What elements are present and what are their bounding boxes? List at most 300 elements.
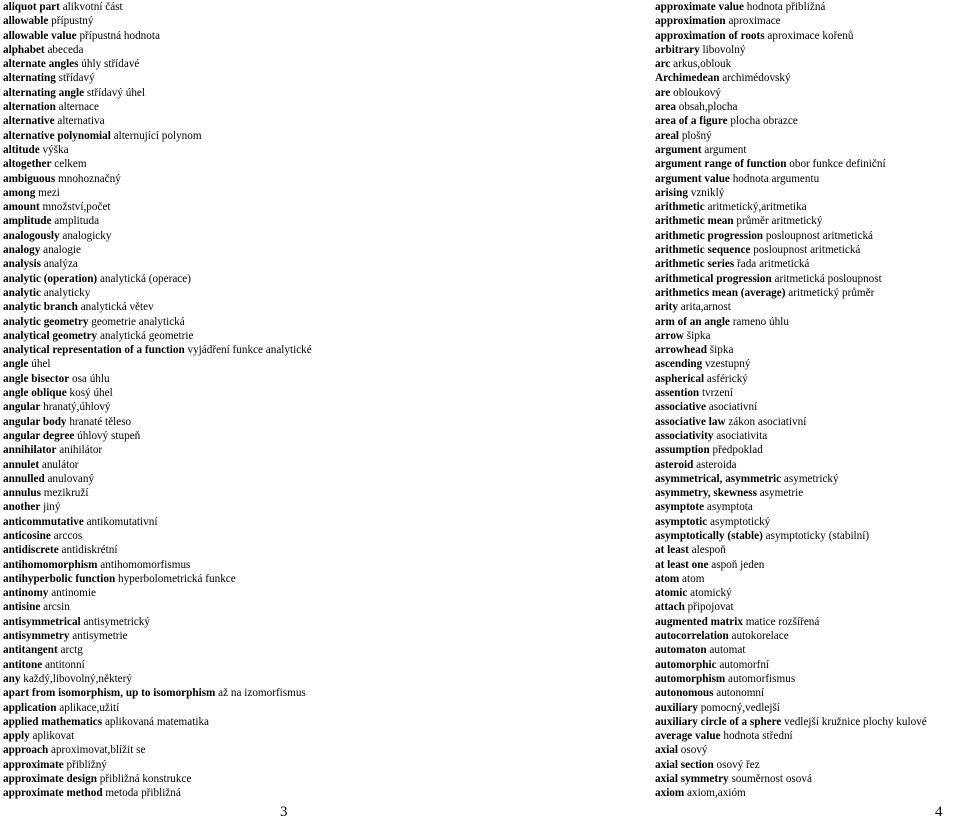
glossary-term: altitude xyxy=(3,143,40,156)
glossary-entry xyxy=(3,500,473,514)
glossary-entry xyxy=(3,515,473,529)
glossary-entry xyxy=(655,157,960,171)
glossary-term: allowable value xyxy=(3,29,77,42)
glossary-term: at least one xyxy=(655,558,709,571)
glossary-translation: arita,arnost xyxy=(680,301,731,314)
glossary-entry xyxy=(3,600,473,614)
glossary-translation: hodnota střední xyxy=(723,730,793,743)
glossary-translation: aproximovat,blížit se xyxy=(50,744,146,757)
glossary-translation: antikomutativní xyxy=(86,515,158,528)
glossary-entry xyxy=(655,558,960,572)
glossary-term: amplitude xyxy=(3,215,52,228)
glossary-translation: celkem xyxy=(54,158,87,171)
glossary-entry xyxy=(3,114,473,128)
glossary-translation: jiný xyxy=(43,501,61,514)
glossary-entry xyxy=(655,458,960,472)
glossary-term: angular degree xyxy=(3,429,75,442)
glossary-translation: aplikace,užití xyxy=(59,701,120,714)
glossary-term: asymmetrical, asymmetric xyxy=(655,472,782,485)
glossary-term: asymmetry, skewness xyxy=(655,487,757,500)
glossary-entry xyxy=(3,14,473,28)
glossary-entry xyxy=(655,186,960,200)
glossary-term: axial xyxy=(655,744,678,757)
glossary-translation: automorfní xyxy=(719,658,770,671)
glossary-translation: abeceda xyxy=(47,43,84,56)
glossary-term: arbitrary xyxy=(655,43,700,56)
glossary-translation: analogie xyxy=(43,244,82,257)
glossary-entry xyxy=(3,672,473,686)
glossary-entry xyxy=(3,343,473,357)
glossary-translation: antihomomorfismus xyxy=(100,558,191,571)
glossary-entry xyxy=(655,286,960,300)
glossary-term: annulled xyxy=(3,472,45,485)
glossary-term: arithmetics mean (average) xyxy=(655,286,786,299)
glossary-entry xyxy=(655,658,960,672)
glossary-translation: asymptota xyxy=(706,501,753,514)
glossary-entry xyxy=(3,372,473,386)
glossary-entry xyxy=(3,629,473,643)
glossary-translation: geometrie analytická xyxy=(91,315,185,328)
glossary-translation: každý,libovolný,některý xyxy=(23,672,132,685)
glossary-entry xyxy=(655,172,960,186)
glossary-term: alternative polynomial xyxy=(3,129,111,142)
glossary-entry xyxy=(3,286,473,300)
glossary-translation: osový řez xyxy=(716,758,760,771)
glossary-entry xyxy=(3,686,473,700)
glossary-translation: až na izomorfismus xyxy=(218,687,306,700)
glossary-term: analysis xyxy=(3,258,41,271)
glossary-entry xyxy=(655,643,960,657)
glossary-translation: alespoň xyxy=(691,544,726,557)
glossary-translation: antidiskrétní xyxy=(61,544,118,557)
glossary-translation: vzestupný xyxy=(705,358,751,371)
glossary-term: arithmetical progression xyxy=(655,272,772,285)
glossary-term: antinomy xyxy=(3,587,49,600)
glossary-term: analytical geometry xyxy=(3,329,98,342)
glossary-entry xyxy=(3,386,473,400)
glossary-translation: asférický xyxy=(706,372,748,385)
glossary-translation: šipka xyxy=(709,344,734,357)
glossary-entry xyxy=(3,172,473,186)
glossary-entry xyxy=(655,43,960,57)
glossary-term: altogether xyxy=(3,158,52,171)
glossary-translation: alikvotní část xyxy=(62,1,123,13)
glossary-translation: vedlejší kružnice plochy kulové xyxy=(784,715,927,728)
glossary-term: another xyxy=(3,501,41,514)
glossary-entry xyxy=(3,86,473,100)
glossary-entry xyxy=(655,214,960,228)
glossary-term: argument range of function xyxy=(655,158,787,171)
glossary-term: aspherical xyxy=(655,372,705,385)
page-number-right: 4 xyxy=(935,804,943,820)
glossary-term: arc xyxy=(655,58,671,71)
glossary-translation: osa úhlu xyxy=(71,372,110,385)
glossary-translation: obor funkce definiční xyxy=(789,158,886,171)
glossary-translation: asteroida xyxy=(696,458,737,471)
glossary-entry xyxy=(3,243,473,257)
glossary-entry xyxy=(655,386,960,400)
glossary-translation: antisymetrický xyxy=(83,615,150,628)
glossary-entry xyxy=(3,143,473,157)
glossary-term: approximation xyxy=(655,15,726,28)
glossary-entry xyxy=(655,100,960,114)
glossary-translation: analytická větev xyxy=(80,301,154,314)
glossary-translation: přípustný xyxy=(51,15,94,28)
glossary-translation: aplikovaná matematika xyxy=(104,715,210,728)
glossary-term: antitangent xyxy=(3,644,58,657)
glossary-term: allowable xyxy=(3,15,49,28)
glossary-translation: tvrzení xyxy=(701,387,733,400)
glossary-translation: hodnota přibližná xyxy=(746,1,826,13)
glossary-term: Archimedean xyxy=(655,72,720,85)
left-glossary-column xyxy=(3,0,473,801)
glossary-term: analytic branch xyxy=(3,301,78,314)
glossary-translation: antinomie xyxy=(51,587,96,600)
glossary-entry xyxy=(655,300,960,314)
glossary-entry xyxy=(655,400,960,414)
glossary-translation: přibližná konstrukce xyxy=(99,773,192,786)
glossary-translation: mnohoznačný xyxy=(58,172,121,185)
glossary-entry xyxy=(655,272,960,286)
glossary-term: arithmetic progression xyxy=(655,229,764,242)
glossary-translation: analyticky xyxy=(43,286,91,299)
glossary-entry xyxy=(3,458,473,472)
glossary-term: axiom xyxy=(655,787,685,800)
glossary-translation: asymptotický xyxy=(710,515,771,528)
glossary-term: alternate angles xyxy=(3,58,79,71)
glossary-translation: anihilátor xyxy=(59,444,103,457)
glossary-entry xyxy=(3,57,473,71)
glossary-translation: axiom,axióm xyxy=(687,787,746,800)
glossary-term: arrow xyxy=(655,329,684,342)
glossary-translation: aproximace xyxy=(728,15,781,28)
glossary-translation: množství,počet xyxy=(42,201,111,214)
glossary-term: analytical representation of a function xyxy=(3,344,185,357)
glossary-translation: mezikruží xyxy=(43,487,89,500)
glossary-translation: hranaté těleso xyxy=(69,415,132,428)
glossary-translation: kosý úhel xyxy=(69,387,113,400)
glossary-term: among xyxy=(3,186,36,199)
glossary-entry xyxy=(655,786,960,800)
glossary-entry xyxy=(655,772,960,786)
glossary-translation: šipka xyxy=(686,329,711,342)
glossary-entry xyxy=(655,515,960,529)
glossary-translation: hodnota argumentu xyxy=(732,172,820,185)
glossary-term: ascending xyxy=(655,358,703,371)
glossary-translation: atomický xyxy=(690,587,732,600)
glossary-term: applied mathematics xyxy=(3,715,103,728)
glossary-entry xyxy=(655,672,960,686)
glossary-translation: anulátor xyxy=(41,458,79,471)
glossary-term: application xyxy=(3,701,57,714)
glossary-term: analytic geometry xyxy=(3,315,89,328)
glossary-translation: úhel xyxy=(31,358,51,371)
glossary-term: approach xyxy=(3,744,49,757)
glossary-entry xyxy=(3,529,473,543)
glossary-translation: hyperbolometrická funkce xyxy=(118,572,236,585)
glossary-entry xyxy=(655,500,960,514)
glossary-entry xyxy=(3,71,473,85)
glossary-translation: aplikovat xyxy=(32,730,75,743)
glossary-entry xyxy=(3,100,473,114)
glossary-entry xyxy=(655,629,960,643)
glossary-entry xyxy=(3,415,473,429)
glossary-term: analogously xyxy=(3,229,60,242)
glossary-entry xyxy=(3,715,473,729)
glossary-translation: arccos xyxy=(53,529,83,542)
glossary-term: argument xyxy=(655,143,702,156)
glossary-entry xyxy=(3,0,473,14)
glossary-term: annulet xyxy=(3,458,40,471)
glossary-translation: úhly střídavé xyxy=(81,58,140,71)
glossary-translation: obsah,plocha xyxy=(678,101,738,114)
glossary-term: arm of an angle xyxy=(655,315,730,328)
glossary-term: argument value xyxy=(655,172,730,185)
glossary-entry xyxy=(655,343,960,357)
glossary-translation: autokorelace xyxy=(731,630,789,643)
glossary-entry xyxy=(3,429,473,443)
glossary-translation: aritmetický,aritmetika xyxy=(707,201,807,214)
glossary-translation: střídavý xyxy=(58,72,95,85)
glossary-entry xyxy=(655,715,960,729)
glossary-term: attach xyxy=(655,601,685,614)
glossary-term: associativity xyxy=(655,429,714,442)
glossary-entry xyxy=(3,186,473,200)
glossary-term: average value xyxy=(655,730,721,743)
glossary-term: apply xyxy=(3,730,30,743)
glossary-term: arithmetic mean xyxy=(655,215,734,228)
glossary-translation: aproximace kořenů xyxy=(767,29,854,42)
page-number-left: 3 xyxy=(280,804,288,820)
glossary-translation: předpoklad xyxy=(712,444,763,457)
glossary-translation: metoda přibližná xyxy=(105,787,181,800)
glossary-term: arising xyxy=(655,186,688,199)
glossary-entry xyxy=(3,443,473,457)
glossary-entry xyxy=(655,701,960,715)
glossary-translation: obloukový xyxy=(673,86,721,99)
glossary-entry xyxy=(655,14,960,28)
glossary-entry xyxy=(3,643,473,657)
glossary-entry xyxy=(3,558,473,572)
glossary-translation: přibližný xyxy=(66,758,107,771)
glossary-entry xyxy=(3,315,473,329)
glossary-entry xyxy=(3,786,473,800)
glossary-translation: asymptoticky (stabilní) xyxy=(765,529,870,542)
glossary-entry xyxy=(655,257,960,271)
glossary-translation: aritmetická posloupnost xyxy=(774,272,882,285)
glossary-term: auxiliary circle of a sphere xyxy=(655,715,782,728)
glossary-term: annulus xyxy=(3,487,41,500)
glossary-term: automaton xyxy=(655,644,707,657)
glossary-entry xyxy=(655,415,960,429)
glossary-term: approximate method xyxy=(3,787,103,800)
glossary-term: assention xyxy=(655,387,700,400)
glossary-term: alphabet xyxy=(3,43,45,56)
glossary-term: arithmetic sequence xyxy=(655,244,751,257)
glossary-entry xyxy=(3,400,473,414)
glossary-term: axial symmetry xyxy=(655,773,729,786)
glossary-translation: analytická geometrie xyxy=(99,329,194,342)
right-glossary-column xyxy=(655,0,960,801)
glossary-entry xyxy=(3,586,473,600)
glossary-translation: arkus,oblouk xyxy=(673,58,732,71)
glossary-entry xyxy=(655,686,960,700)
glossary-term: angular body xyxy=(3,415,67,428)
glossary-translation: přípustná hodnota xyxy=(79,29,160,42)
glossary-term: apart from isomorphism, up to isomorphism xyxy=(3,687,216,700)
glossary-term: at least xyxy=(655,544,689,557)
glossary-entry xyxy=(3,758,473,772)
glossary-translation: posloupnost aritmetická xyxy=(765,229,874,242)
glossary-entry xyxy=(3,701,473,715)
glossary-translation: posloupnost aritmetická xyxy=(753,244,861,257)
glossary-term: alternating xyxy=(3,72,56,85)
glossary-term: angular xyxy=(3,401,41,414)
glossary-term: angle oblique xyxy=(3,387,67,400)
glossary-entry xyxy=(655,572,960,586)
glossary-entry xyxy=(655,372,960,386)
glossary-term: amount xyxy=(3,201,40,214)
glossary-term: associative law xyxy=(655,415,726,428)
glossary-entry xyxy=(655,57,960,71)
glossary-term: automorphic xyxy=(655,658,717,671)
glossary-term: arithmetic series xyxy=(655,258,735,271)
glossary-translation: souměrnost osová xyxy=(731,773,812,786)
glossary-term: autonomous xyxy=(655,687,714,700)
glossary-entry xyxy=(3,543,473,557)
glossary-entry xyxy=(655,229,960,243)
glossary-entry xyxy=(3,658,473,672)
glossary-entry xyxy=(3,129,473,143)
glossary-translation: arcsin xyxy=(43,601,70,614)
glossary-term: atom xyxy=(655,572,680,585)
glossary-term: area xyxy=(655,101,676,114)
glossary-entry xyxy=(3,486,473,500)
glossary-entry xyxy=(3,772,473,786)
glossary-term: area of a figure xyxy=(655,115,728,128)
glossary-term: antidiscrete xyxy=(3,544,59,557)
glossary-translation: analýza xyxy=(43,258,78,271)
glossary-term: annihilator xyxy=(3,444,57,457)
glossary-term: axial section xyxy=(655,758,714,771)
glossary-entry xyxy=(3,472,473,486)
glossary-translation: alternativa xyxy=(57,115,105,128)
glossary-entry xyxy=(3,729,473,743)
glossary-translation: střídavý úhel xyxy=(86,86,146,99)
glossary-translation: vzniklý xyxy=(690,186,725,199)
glossary-entry xyxy=(655,200,960,214)
glossary-entry xyxy=(3,257,473,271)
glossary-translation: mezi xyxy=(38,186,60,199)
glossary-translation: analogicky xyxy=(62,229,112,242)
glossary-term: auxiliary xyxy=(655,701,698,714)
glossary-term: antisymmetrical xyxy=(3,615,81,628)
glossary-translation: matice rozšířená xyxy=(745,615,820,628)
glossary-entry xyxy=(3,615,473,629)
glossary-entry xyxy=(655,29,960,43)
glossary-translation: argument xyxy=(704,143,747,156)
glossary-translation: autonomní xyxy=(716,687,765,700)
glossary-term: associative xyxy=(655,401,706,414)
glossary-entry xyxy=(655,114,960,128)
glossary-entry xyxy=(655,443,960,457)
glossary-term: approximate design xyxy=(3,773,97,786)
glossary-translation: antisymetrie xyxy=(72,630,128,643)
glossary-entry xyxy=(3,743,473,757)
glossary-entry xyxy=(655,729,960,743)
glossary-entry xyxy=(655,0,960,14)
glossary-translation: atom xyxy=(682,572,705,585)
glossary-translation: antitonní xyxy=(44,658,85,671)
glossary-term: atomic xyxy=(655,587,688,600)
glossary-entry xyxy=(3,300,473,314)
glossary-translation: alternace xyxy=(58,101,99,114)
glossary-term: arithmetic xyxy=(655,201,705,214)
glossary-term: analytic (operation) xyxy=(3,272,98,285)
glossary-translation: vyjádření funkce analytické xyxy=(187,344,312,357)
glossary-entry xyxy=(655,600,960,614)
glossary-translation: automorfismus xyxy=(728,672,796,685)
glossary-translation: připojovat xyxy=(687,601,734,614)
glossary-entry xyxy=(655,543,960,557)
glossary-translation: arctg xyxy=(60,644,83,657)
glossary-term: assumption xyxy=(655,444,710,457)
glossary-entry xyxy=(655,129,960,143)
glossary-term: angle xyxy=(3,358,29,371)
glossary-translation: zákon asociativní xyxy=(728,415,807,428)
glossary-term: areal xyxy=(655,129,680,142)
glossary-entry xyxy=(655,758,960,772)
glossary-term: approximate value xyxy=(655,1,744,13)
glossary-translation: hranatý,úhlový xyxy=(43,401,111,414)
glossary-translation: asociativní xyxy=(708,401,758,414)
glossary-entry xyxy=(3,214,473,228)
glossary-term: any xyxy=(3,672,21,685)
glossary-translation: automat xyxy=(709,644,746,657)
glossary-translation: amplituda xyxy=(54,215,100,228)
glossary-translation: pomocný,vedlejší xyxy=(700,701,780,714)
glossary-term: autocorrelation xyxy=(655,630,729,643)
glossary-entry xyxy=(3,157,473,171)
glossary-translation: anulovaný xyxy=(47,472,95,485)
glossary-term: antisymmetry xyxy=(3,630,70,643)
glossary-term: antihomomorphism xyxy=(3,558,98,571)
glossary-term: anticosine xyxy=(3,529,51,542)
glossary-entry xyxy=(655,329,960,343)
glossary-term: asteroid xyxy=(655,458,694,471)
glossary-term: alternative xyxy=(3,115,55,128)
glossary-translation: plocha obrazce xyxy=(730,115,798,128)
glossary-translation: rameno úhlu xyxy=(732,315,789,328)
glossary-entry xyxy=(3,43,473,57)
glossary-entry xyxy=(655,429,960,443)
glossary-entry xyxy=(3,200,473,214)
glossary-translation: průměr aritmetický xyxy=(736,215,823,228)
glossary-term: approximation of roots xyxy=(655,29,765,42)
glossary-entry xyxy=(655,743,960,757)
glossary-term: asymptotic xyxy=(655,515,708,528)
glossary-term: asymptote xyxy=(655,501,705,514)
glossary-entry xyxy=(655,472,960,486)
glossary-entry xyxy=(3,572,473,586)
glossary-entry xyxy=(3,272,473,286)
glossary-term: antihyperbolic function xyxy=(3,572,116,585)
glossary-translation: asymetrie xyxy=(759,487,804,500)
glossary-translation: asociativita xyxy=(716,429,768,442)
glossary-entry xyxy=(655,71,960,85)
glossary-term: antitone xyxy=(3,658,43,671)
glossary-term: aliquot part xyxy=(3,1,60,13)
